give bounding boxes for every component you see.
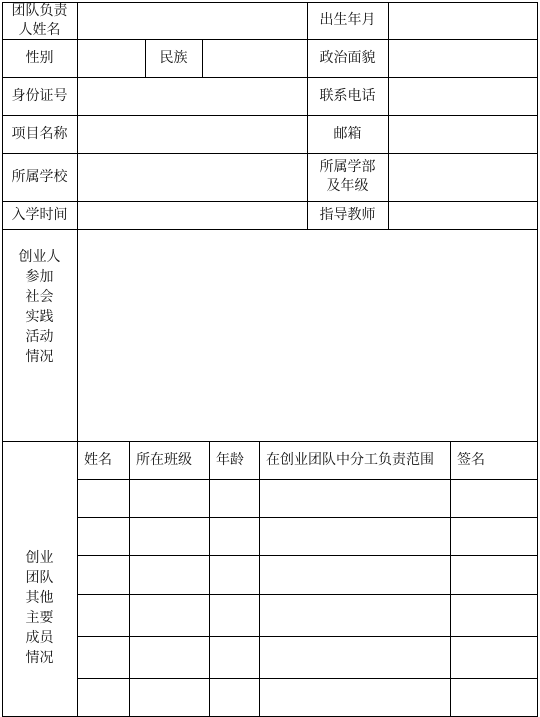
id-number-label: 身份证号 [11,87,68,104]
phone-label: 联系电话 [319,87,376,104]
department-grade-field[interactable] [389,154,537,201]
political-status-label: 政治面貌 [319,49,376,66]
member-row[interactable] [78,637,537,678]
social-practice-field[interactable] [78,230,537,441]
email-label: 邮箱 [333,125,362,142]
ethnicity-label: 民族 [159,49,188,66]
ethnicity-field[interactable] [203,40,307,77]
project-name-field[interactable] [78,116,307,153]
gender-label: 性别 [25,49,54,66]
political-status-field[interactable] [389,40,537,77]
project-name-label: 项目名称 [11,125,68,142]
advisor-label: 指导教师 [319,206,376,223]
member-row[interactable] [78,556,537,594]
member-row[interactable] [78,679,537,716]
member-name-header: 姓名 [84,452,112,468]
member-class-header: 所在班级 [136,452,192,468]
member-role-header: 在创业团队中分工负责范围 [266,452,434,468]
member-row[interactable] [78,480,537,517]
social-practice-label: 创业人 参加 社会 实践 活动 情况 [18,249,61,365]
advisor-field[interactable] [389,202,537,229]
member-signature-header: 签名 [457,452,485,468]
enrollment-time-label: 入学时间 [11,206,68,223]
team-leader-name-field[interactable] [78,3,307,39]
member-age-header: 年龄 [216,452,244,468]
school-label: 所属学校 [11,168,68,185]
birth-date-field[interactable] [389,3,537,39]
id-number-field[interactable] [78,78,307,115]
school-field[interactable] [78,154,307,201]
member-row[interactable] [78,518,537,555]
team-members-label: 创业 团队 其他 主要 成员 情况 [25,550,54,666]
department-grade-label: 所属学部 及年级 [319,159,376,194]
phone-field[interactable] [389,78,537,115]
gender-field[interactable] [78,40,145,77]
member-row[interactable] [78,595,537,636]
email-field[interactable] [389,116,537,153]
enrollment-time-field[interactable] [78,202,307,229]
birth-date-label: 出生年月 [319,12,376,28]
team-leader-name-label: 团队负责 人姓名 [11,2,68,38]
